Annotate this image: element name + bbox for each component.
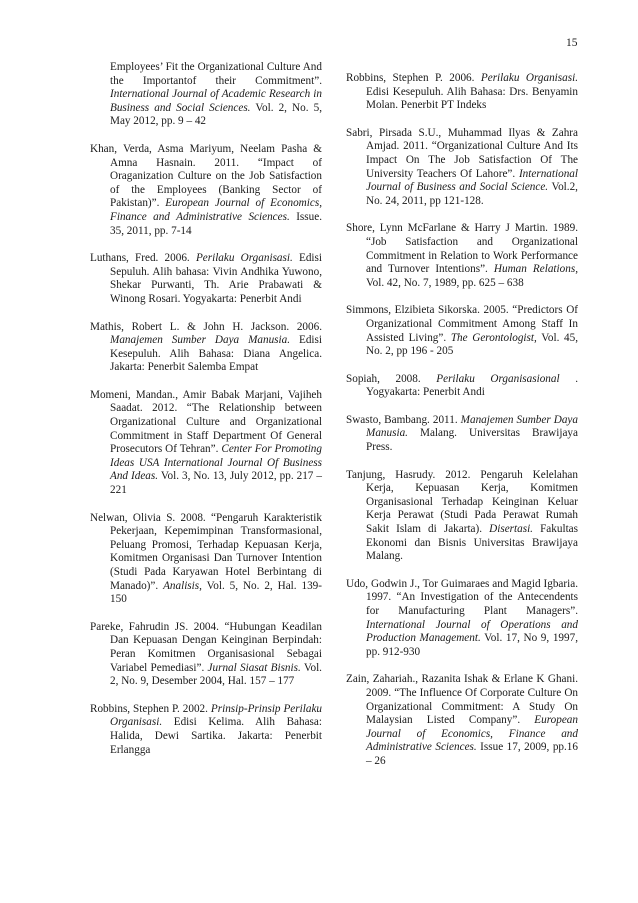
reference-entry bbox=[90, 703, 322, 757]
page-number: 15 bbox=[566, 37, 578, 49]
reference-entry bbox=[90, 512, 322, 607]
reference-text: Vol. 3, No. 13, July 2012, pp. 217 – 221 bbox=[110, 470, 322, 497]
reference-text: Employees’ Fit the Organizational Culture And the Importantof their Commitment”. bbox=[110, 61, 322, 87]
reference-source-title: Center For Promoting Ideas USA International Journal Of Business And Ideas. bbox=[110, 443, 322, 483]
reference-entry bbox=[346, 222, 578, 290]
reference-text: Nelwan, Olivia S. 2008. “Pengaruh Karakteristik Pekerjaan, Kepemimpinan Transformasional, Peluang Promosi, Terhadap Kepuasan Kerja, Komitmen Organisasi Dan Turnover Intention (Studi Pada Karyawan Hotel Berbintang di Manado)”. bbox=[90, 511, 322, 592]
reference-source-title: Human Relations, bbox=[493, 263, 578, 276]
reference-source-title: The Gerontologist, bbox=[450, 331, 537, 344]
reference-source-title: European Journal of Economics, Finance and Administrative Sciences. bbox=[110, 197, 322, 223]
reference-text: Khan, Verda, Asma Mariyum, Neelam Pasha & Amna Hasnain. 2011. “Impact of Oraganization Culture on the Job Satisfaction of the Employees (Banking Sector of Pakistan)”. bbox=[90, 142, 322, 210]
reference-source-title: Prinsip-Prinsip Perilaku Organisasi. bbox=[110, 702, 322, 729]
reference-text: Edisi Kesepuluh. Alih Bahasa: Diana Angelica. Jakarta: Penerbit Salemba Empat bbox=[110, 334, 322, 374]
reference-text: Simmons, Elzibieta Sikorska. 2005. “Predictors Of Organizational Commitment Among Staff In Assisted Living”. bbox=[346, 304, 578, 344]
reference-source-title: International Journal of Business and Social Science. bbox=[366, 167, 578, 194]
reference-source-title: International Journal of Academic Research in Business and Social Sciences. bbox=[110, 88, 322, 114]
reference-text: Luthans, Fred. 2006. bbox=[90, 252, 196, 265]
reference-text: Vol. 17, No 9, 1997, pp. 912-930 bbox=[366, 632, 578, 658]
reference-source-title: Disertasi. bbox=[489, 523, 533, 536]
reference-source-title: Perilaku Organisasi. bbox=[195, 252, 293, 265]
reference-entry bbox=[346, 673, 578, 768]
reference-source-title: International Journal of Operations and Production Management. bbox=[366, 618, 578, 645]
reference-text: Vol. 42, No. 7, 1989, pp. 625 – 638 bbox=[366, 276, 524, 289]
reference-text: Swasto, Bambang. 2011. bbox=[346, 413, 461, 426]
reference-source-title: Perilaku Organisasi. bbox=[480, 72, 578, 84]
reference-text: Robbins, Stephen P. 2006. bbox=[346, 72, 481, 84]
reference-text: Sabri, Pirsada S.U., Muhammad Ilyas & Zahra Amjad. 2011. “Organizational Culture And Its Impact On The Job Satisfaction Of The University Teachers Of Lahore”. bbox=[346, 126, 578, 180]
reference-source-title: Analisis, bbox=[163, 579, 202, 592]
reference-text: Shore, Lynn McFarlane & Harry J Martin. 1989. “Job Satisfaction and Organizational Commitment in Relation to Work Performance and Turnover Intentions”. bbox=[346, 222, 578, 276]
reference-entry bbox=[346, 127, 578, 209]
reference-text: Vol. 45, No. 2, pp 196 - 205 bbox=[366, 331, 578, 358]
reference-text: Momeni, Mandan., Amir Babak Marjani, Vajiheh Saadat. 2012. “The Relationship between Organizational Culture and Organizational Commitment in Staff Department Of General Prosecutors Of Tehran”. bbox=[90, 388, 322, 456]
reference-text: Edisi Kelima. Alih Bahasa: Halida, Dewi Sartika. Jakarta: Penerbit Erlangga bbox=[110, 716, 322, 756]
reference-entry bbox=[90, 321, 322, 375]
reference-text: Issue 17, 2009, pp.16 – 26 bbox=[366, 741, 578, 767]
reference-entry bbox=[90, 252, 322, 306]
reference-text: Vol.2, No. 24, 2011, pp 121-128. bbox=[366, 181, 578, 207]
reference-text: Vol. 5, No. 2, Hal. 139-150 bbox=[110, 579, 322, 606]
reference-text: Zain, Zahariah., Razanita Ishak & Erlane K Ghani. 2009. “The Influence Of Corporate Culture On Organizational Commitment: A Study On Malaysian Listed Company”. bbox=[346, 673, 578, 727]
reference-text: Fakultas Ekonomi dan Bisnis Universitas Brawijaya Malang. bbox=[366, 523, 578, 563]
right-reference-column bbox=[346, 72, 578, 783]
reference-entry bbox=[346, 373, 578, 400]
reference-source-title: European Journal of Economics, Finance and Administrative Sciences. bbox=[366, 714, 578, 754]
reference-text: Vol. 2, No. 5, May 2012, pp. 9 – 42 bbox=[110, 101, 322, 128]
reference-text: Issue. 35, 2011, pp. 7-14 bbox=[110, 210, 323, 237]
reference-text: Sopiah, 2008. bbox=[346, 372, 437, 385]
reference-text: Edisi Kesepuluh. Alih Bahasa: Drs. Benyamin Molan. Penerbit PT Indeks bbox=[366, 85, 578, 112]
reference-entry bbox=[346, 414, 578, 455]
reference-source-title: Jurnal Siasat Bisnis. bbox=[207, 661, 301, 674]
reference-entry bbox=[90, 621, 322, 689]
reference-text: Robbins, Stephen P. 2002. bbox=[90, 702, 211, 715]
reference-entry bbox=[346, 72, 578, 113]
reference-text: Tanjung, Hasrudy. 2012. Pengaruh Kelelahan Kerja, Kepuasan Kerja, Komitmen Organisasional Terhadap Keinginan Keluar Kerja Perawat (Studi Pada Perawat Rumah Sakit Islam di Jakarta). bbox=[346, 468, 578, 536]
reference-text: Vol. 2, No. 9, Desember 2004, Hal. 157 – 177 bbox=[110, 661, 322, 688]
reference-entry bbox=[346, 469, 578, 564]
reference-entry bbox=[90, 143, 322, 238]
reference-entry bbox=[90, 61, 322, 129]
reference-text: Edisi Sepuluh. Alih bahasa: Vivin Andhika Yuwono, Shekar Purwanti, Th. Arie Prabawati & Winong Rosari. Yogyakarta: Penerbit Andi bbox=[110, 252, 322, 305]
reference-text: Mathis, Robert L. & John H. Jackson. 2006. bbox=[90, 320, 322, 333]
left-reference-column bbox=[90, 61, 322, 771]
reference-text: Udo, Godwin J., Tor Guimaraes and Magid Igbaria. 1997. “An Investigation of the Antecendents for Manufacturing Plant Managers”. bbox=[346, 577, 578, 617]
reference-text: Malang. Universitas Brawijaya Press. bbox=[366, 427, 578, 454]
reference-source-title: Perilaku Organisasional bbox=[436, 372, 560, 385]
reference-text: Pareke, Fahrudin JS. 2004. “Hubungan Keadilan Dan Kepuasan Dengan Keinginan Berpindah: Peran Komitmen Organisasional Sebagai Variabel Pemediasi”. bbox=[90, 620, 322, 674]
reference-entry bbox=[90, 389, 322, 498]
reference-source-title: Manajemen Sumber Daya Manusia. bbox=[110, 334, 291, 347]
reference-entry bbox=[346, 304, 578, 358]
reference-source-title: Manajemen Sumber Daya Manusia. bbox=[366, 413, 578, 440]
reference-entry bbox=[346, 578, 578, 660]
reference-text: . Yogyakarta: Penerbit Andi bbox=[366, 372, 579, 399]
